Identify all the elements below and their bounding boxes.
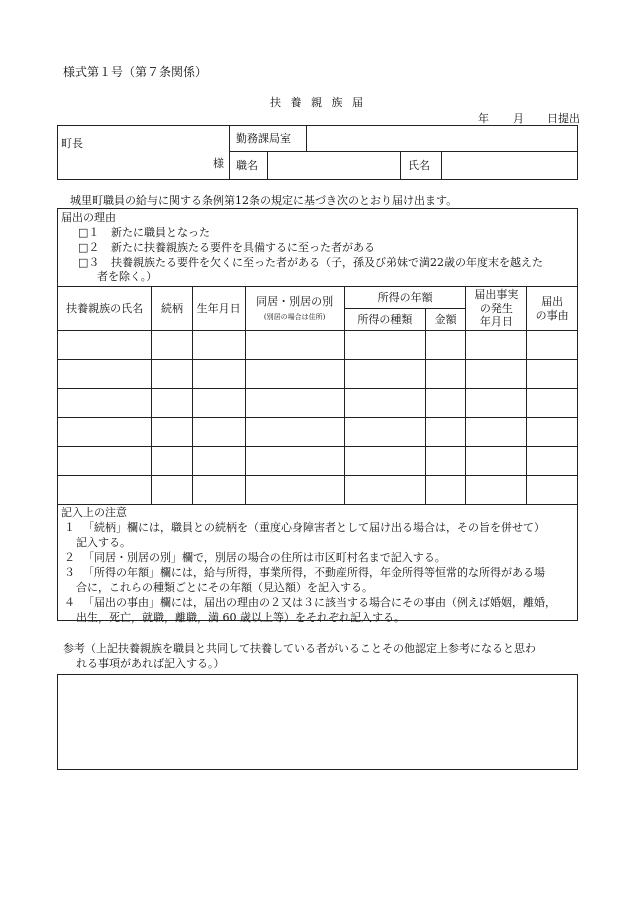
table-cell[interactable] <box>192 360 245 389</box>
table-cell[interactable] <box>344 418 425 447</box>
table-cell[interactable] <box>58 389 152 418</box>
reason-3-text-cont: 者を除く。） <box>97 270 158 283</box>
department-field[interactable] <box>307 126 577 150</box>
header-income-type: 所得の種類 <box>344 309 425 331</box>
table-row <box>58 476 578 505</box>
table-cell[interactable] <box>344 360 425 389</box>
table-cell[interactable] <box>245 418 344 447</box>
residence-note: (別居の場合は住所) <box>263 312 326 321</box>
intro-text: 城里町職員の給与に関する条例第12条の規定に基づき次のとおり届け出ます。 <box>70 194 458 207</box>
table-row <box>58 389 578 418</box>
table-cell[interactable] <box>527 389 578 418</box>
note-4-line2: 出生，死亡，就職，離職，満 60 歳以上等）をそれぞれ記入する。 <box>76 611 405 624</box>
table-cell[interactable] <box>527 447 578 476</box>
reason-3-checkbox[interactable]: □３ <box>78 256 100 269</box>
remarks-line2: れる事項があれば記入する。） <box>76 657 225 670</box>
table-cell[interactable] <box>58 476 152 505</box>
position-field[interactable] <box>268 152 399 179</box>
table-cell[interactable] <box>344 389 425 418</box>
date-month-label: 月 <box>513 112 524 125</box>
remarks-box[interactable] <box>57 674 578 770</box>
table-cell[interactable] <box>152 331 193 360</box>
table-cell[interactable] <box>245 476 344 505</box>
table-cell[interactable] <box>466 331 527 360</box>
reason-2-checkbox[interactable]: □２ <box>78 241 100 254</box>
date-day-label: 日提出 <box>547 112 580 125</box>
table-cell[interactable] <box>466 447 527 476</box>
table-cell[interactable] <box>58 418 152 447</box>
note-1-number: １ <box>64 521 75 534</box>
table-cell[interactable] <box>344 476 425 505</box>
table-cell[interactable] <box>344 447 425 476</box>
table-row <box>58 447 578 476</box>
table-cell[interactable] <box>192 389 245 418</box>
table-cell[interactable] <box>192 331 245 360</box>
table-cell[interactable] <box>425 447 466 476</box>
note-1-line2: 記入する。 <box>76 536 131 549</box>
table-cell[interactable] <box>344 331 425 360</box>
note-4-number: ４ <box>64 596 75 609</box>
table-cell[interactable] <box>527 331 578 360</box>
header-divider <box>229 125 230 180</box>
name-field[interactable] <box>442 152 577 179</box>
header-reason: 届出 の事由 <box>527 287 578 331</box>
name-label: 氏名 <box>408 159 430 172</box>
note-2-number: ２ <box>64 551 75 564</box>
table-cell[interactable] <box>152 476 193 505</box>
header-residence: 同居・別居の別 (別居の場合は住所) <box>245 287 344 331</box>
reasons-heading: 届出の理由 <box>61 211 116 224</box>
reason-2-text: 新たに扶養親族たる要件を具備するに至った者がある <box>111 241 375 254</box>
table-cell[interactable] <box>58 360 152 389</box>
department-label: 勤務課局室 <box>236 132 291 145</box>
table-cell[interactable] <box>425 476 466 505</box>
name-label-divider-left <box>400 151 401 180</box>
header-relation: 続柄 <box>152 287 193 331</box>
reason-3-text: 扶養親族たる要件を欠くに至った者がある（子，孫及び弟妹で満22歳の年度末を越えた <box>111 256 543 269</box>
header-birth-date: 生年月日 <box>192 287 245 331</box>
table-cell[interactable] <box>245 447 344 476</box>
note-3-line2: 合に，これらの種類ごとにその年額（見込額）を記入する。 <box>76 581 373 594</box>
table-cell[interactable] <box>466 476 527 505</box>
form-number: 様式第１号（第７条関係） <box>63 65 208 79</box>
page-title: 扶 養 親 族 届 <box>270 96 366 109</box>
table-cell[interactable] <box>425 360 466 389</box>
table-cell[interactable] <box>192 447 245 476</box>
table-cell[interactable] <box>152 418 193 447</box>
dependents-table <box>57 286 578 505</box>
table-cell[interactable] <box>425 331 466 360</box>
table-cell[interactable] <box>152 447 193 476</box>
table-cell[interactable] <box>192 418 245 447</box>
table-row <box>58 331 578 360</box>
table-cell[interactable] <box>466 418 527 447</box>
note-3-line1: 「所得の年額」欄には，給与所得，事業所得，不動産所得，年金所得等恒常的な所得がある場 <box>83 566 545 579</box>
note-1-line1: 「続柄」欄には，職員との続柄を（重度心身障害者として届け出る場合は，その旨を併せて） <box>83 521 545 534</box>
note-2-line1: 「同居・別居の別」欄で，別居の場合の住所は市区町村名まで記入する。 <box>83 551 446 564</box>
table-cell[interactable] <box>58 447 152 476</box>
table-cell[interactable] <box>152 389 193 418</box>
table-row <box>58 418 578 447</box>
table-cell[interactable] <box>152 360 193 389</box>
date-year-label: 年 <box>478 112 489 125</box>
table-cell[interactable] <box>466 389 527 418</box>
header-income-amount: 金額 <box>425 309 466 331</box>
table-cell[interactable] <box>527 476 578 505</box>
table-cell[interactable] <box>245 331 344 360</box>
honorific-label: 様 <box>213 157 224 170</box>
remarks-line1: 参考（上記扶養親族を職員と共同して扶養している者がいることその他認定上参考になると思わ <box>63 642 536 655</box>
table-cell[interactable] <box>425 389 466 418</box>
table-cell[interactable] <box>466 360 527 389</box>
table-cell[interactable] <box>425 418 466 447</box>
header-dependent-name: 扶養親族の氏名 <box>58 287 152 331</box>
table-cell[interactable] <box>527 418 578 447</box>
table-cell[interactable] <box>192 476 245 505</box>
header-occurrence-date: 届出事実 の発生 年月日 <box>466 287 527 331</box>
reason-1-checkbox[interactable]: □１ <box>78 226 100 239</box>
table-row <box>58 360 578 389</box>
note-3-number: ３ <box>64 566 75 579</box>
addressee-label: 町長 <box>61 137 83 150</box>
reason-1-text: 新たに職員となった <box>111 226 210 239</box>
header-annual-income: 所得の年額 <box>344 287 466 309</box>
table-cell[interactable] <box>245 360 344 389</box>
notes-heading: 記入上の注意 <box>61 506 127 519</box>
table-cell[interactable] <box>58 331 152 360</box>
position-label: 職名 <box>236 159 258 172</box>
note-4-line1: 「届出の事由」欄には，届出の理由の２又は３に該当する場合にその事由（例えば婚姻，離婚， <box>83 596 556 609</box>
table-cell[interactable] <box>527 360 578 389</box>
table-cell[interactable] <box>245 389 344 418</box>
